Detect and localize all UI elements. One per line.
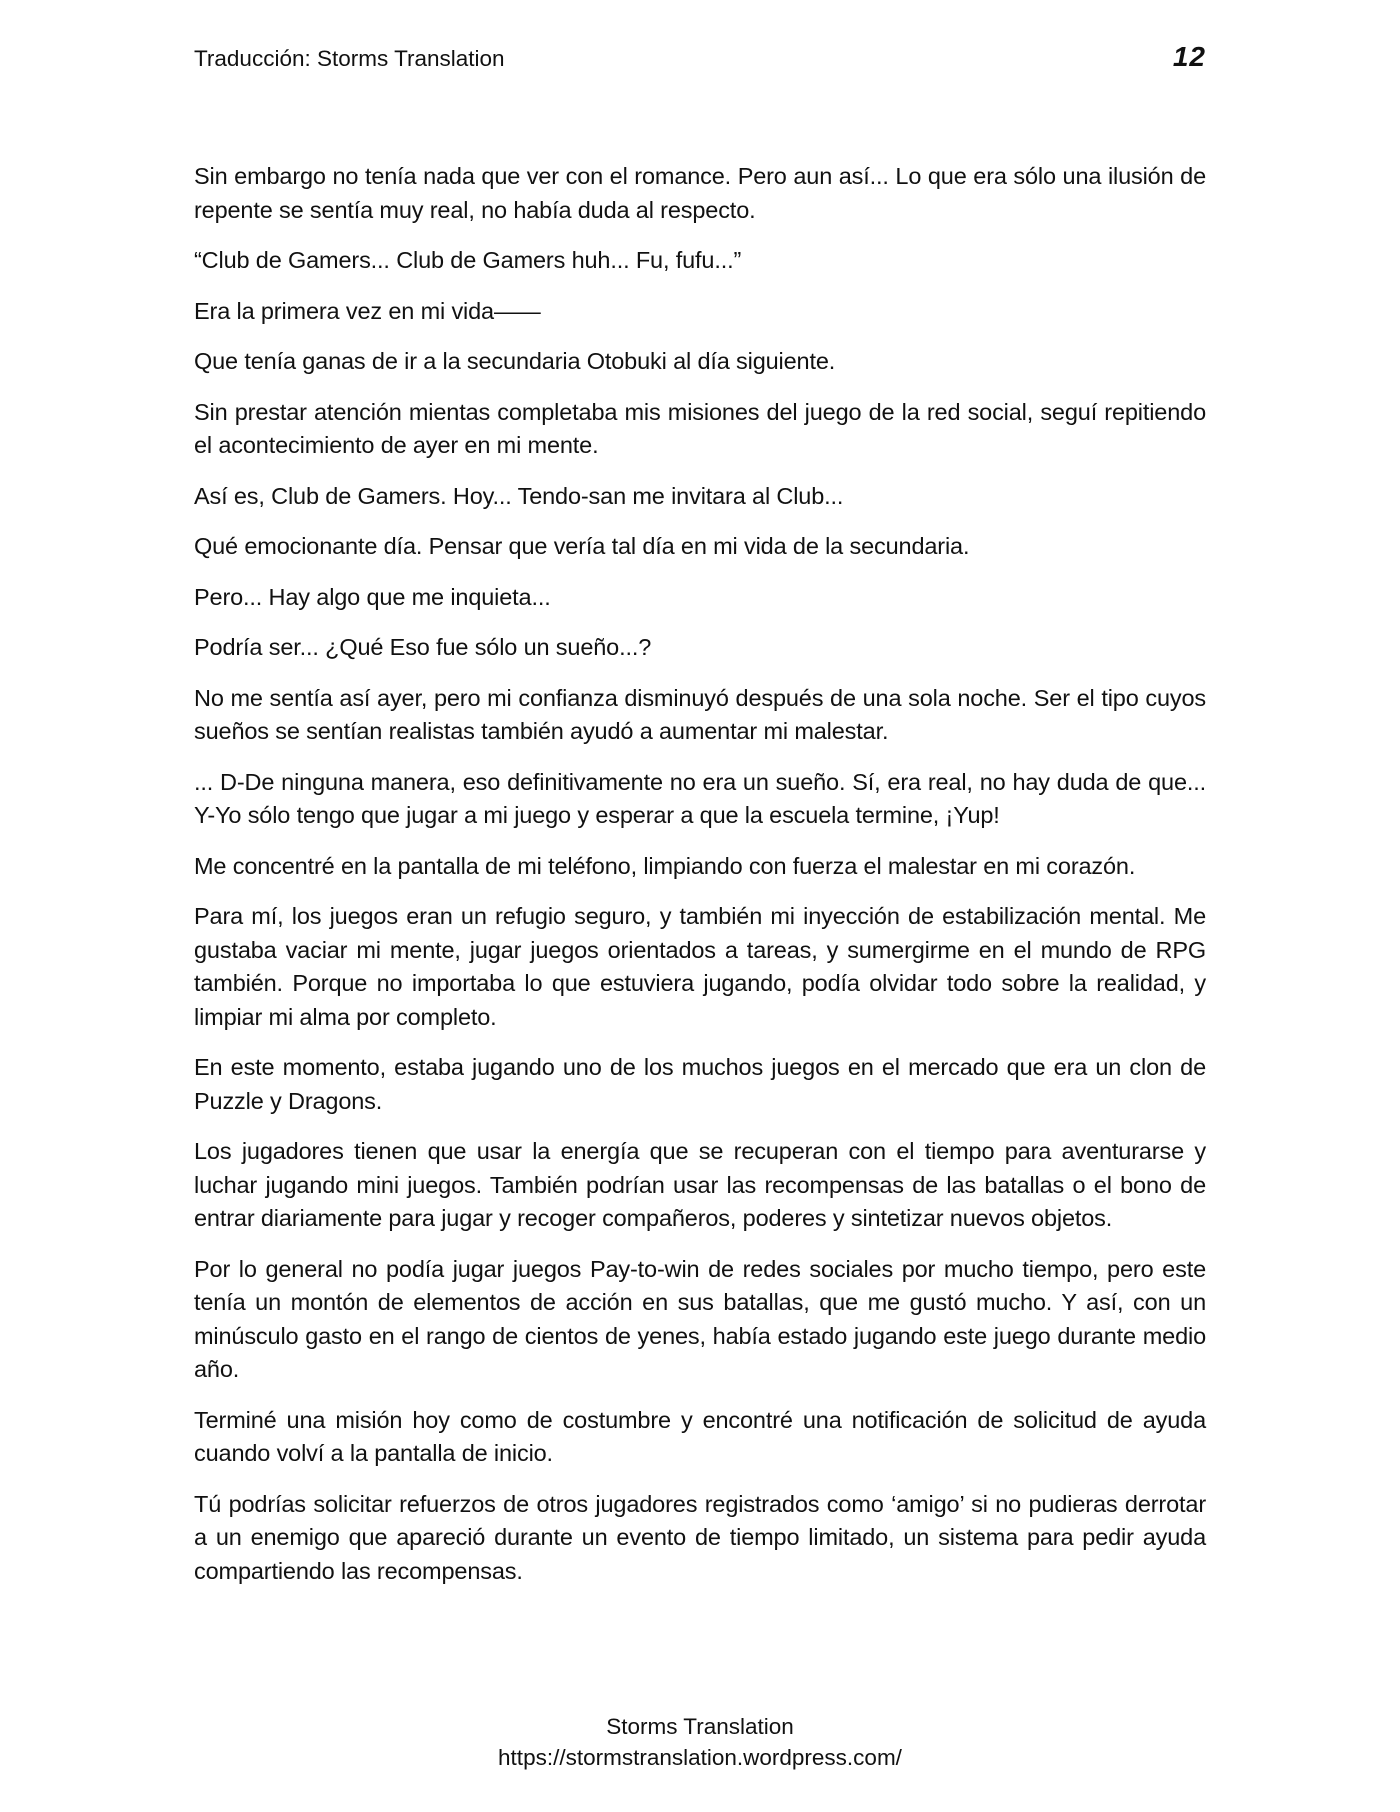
paragraph: En este momento, estaba jugando uno de los muchos juegos en el mercado que era un clon de Puzzle y Dragons.: [194, 1054, 1206, 1114]
paragraph: Los jugadores tienen que usar la energía que se recuperan con el tiempo para aventurarse y luchar jugando mini juegos. También podrían usar las recompensas de las batallas o el bono de entrar diariamente para jugar y recoger compañeros, poderes y sintetizar nuevos objetos.: [194, 1138, 1206, 1231]
page-footer: [0, 1711, 1400, 1773]
paragraph: Pero... Hay algo que me inquieta...: [194, 583, 551, 610]
paragraph: Que tenía ganas de ir a la secundaria Otobuki al día siguiente.: [194, 348, 836, 374]
paragraph: Me concentré en la pantalla de mi teléfono, limpiando con fuerza el malestar en mi corazón.: [194, 852, 1136, 879]
footer-url: https://stormstranslation.wordpress.com/: [498, 1745, 902, 1770]
page-header: [194, 40, 1206, 80]
paragraph: Terminé una misión hoy como de costumbre y encontré una notificación de solicitud de ayuda cuando volví a la pantalla de inicio.: [194, 1406, 1206, 1466]
paragraph: Sin embargo no tenía nada que ver con el romance. Pero aun así... Lo que era sólo una ilusión de repente se sentía muy real, no había duda al respecto.: [194, 163, 1206, 223]
paragraph: No me sentía así ayer, pero mi confianza disminuyó después de una sola noche. Ser el tipo cuyos sueños se sentían realistas también ayudó a aumentar mi malestar.: [194, 684, 1206, 744]
paragraph: ... D-De ninguna manera, eso definitivamente no era un sueño. Sí, era real, no hay duda de que... Y-Yo sólo tengo que jugar a mi juego y esperar a que la escuela termine, ¡Yup!: [194, 768, 1206, 828]
paragraph: Para mí, los juegos eran un refugio seguro, y también mi inyección de estabilización mental. Me gustaba vaciar mi mente, jugar juegos orientados a tareas, y sumergirme en el mundo de RPG también. Porque no importaba lo que estuviera jugando, podía olvidar todo sobre la realidad, y limpiar mi alma por completo.: [194, 903, 1206, 1030]
body-text: [194, 160, 1206, 1605]
paragraph: Qué emocionante día. Pensar que vería tal día en mi vida de la secundaria.: [194, 533, 970, 559]
paragraph: Podría ser... ¿Qué Eso fue sólo un sueño...?: [194, 634, 652, 660]
paragraph: Era la primera vez en mi vida——: [194, 297, 541, 324]
page-number: 12: [1172, 41, 1206, 72]
paragraph: Tú podrías solicitar refuerzos de otros jugadores registrados como ‘amigo’ si no pudieras derrotar a un enemigo que apareció durante un evento de tiempo limitado, un sistema para pedir ayuda compartiendo las recompensas.: [194, 1490, 1206, 1584]
paragraph: Sin prestar atención mientas completaba mis misiones del juego de la red social, seguí repitiendo el acontecimiento de ayer en mi mente.: [194, 398, 1206, 458]
paragraph: Así es, Club de Gamers. Hoy... Tendo-san me invitara al Club...: [194, 482, 844, 509]
footer-name: Storms Translation: [606, 1714, 794, 1739]
header-title: Traducción: Storms Translation: [194, 46, 505, 71]
paragraph: Por lo general no podía jugar juegos Pay-to-win de redes sociales por mucho tiempo, pero este tenía un montón de elementos de acción en sus batallas, que me gustó mucho. Y así, con un minúsculo gasto en el rango de cientos de yenes, había estado jugando este juego durante medio año.: [194, 1255, 1206, 1382]
paragraph: “Club de Gamers... Club de Gamers huh... Fu, fufu...”: [194, 247, 742, 273]
